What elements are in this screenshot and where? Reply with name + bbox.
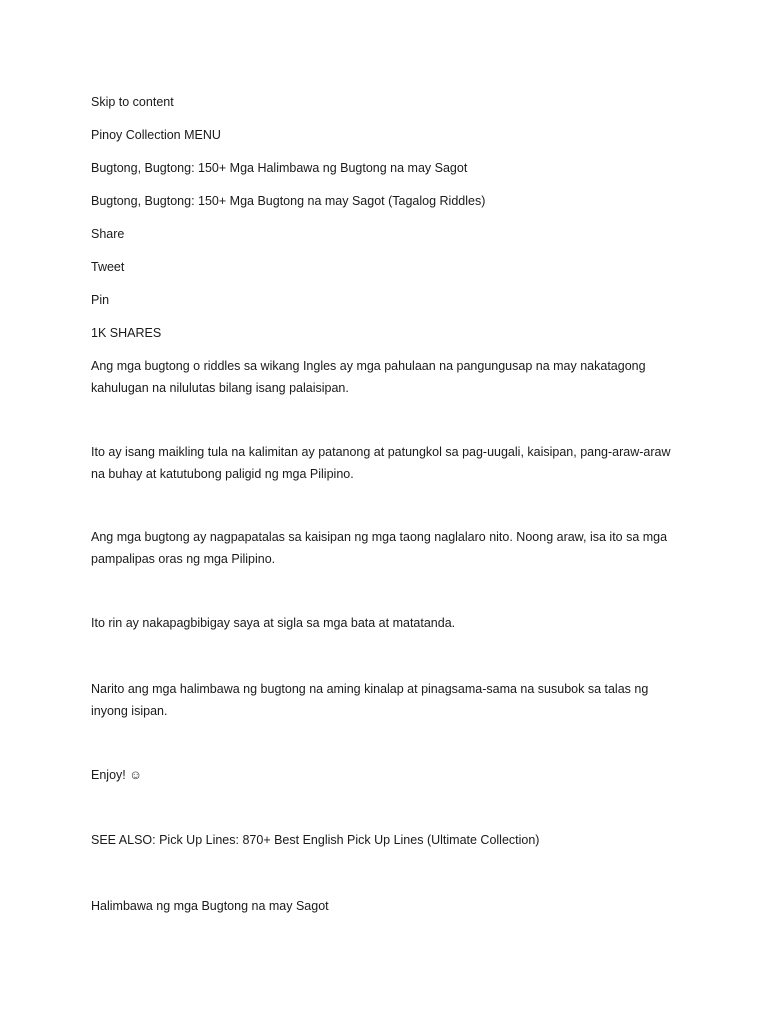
article-paragraph-4: Ito rin ay nakapagbibigay saya at sigla sa mga bata at matatanda.: [91, 616, 456, 630]
breadcrumb-title: Bugtong, Bugtong: 150+ Mga Halimbawa ng Bugtong na may Sagot: [91, 161, 468, 175]
article-title: Bugtong, Bugtong: 150+ Mga Bugtong na may Sagot (Tagalog Riddles): [91, 194, 486, 208]
skip-to-content-link[interactable]: Skip to content: [91, 95, 174, 109]
see-also-link[interactable]: SEE ALSO: Pick Up Lines: 870+ Best English Pick Up Lines (Ultimate Collection): [91, 833, 540, 847]
article-paragraph-6: Enjoy! ☺: [91, 768, 142, 782]
article-paragraph-5: Narito ang mga halimbawa ng bugtong na aming kinalap at pinagsama-sama na susubok sa talas ng inyong isipan.: [91, 682, 649, 718]
article-paragraph-2: Ito ay isang maikling tula na kalimitan ay patanong at patungkol sa pag-uugali, kaisipan, pang-araw-araw na buhay at katutubong paligid ng mga Pilipino.: [91, 445, 671, 481]
share-button[interactable]: Share: [91, 227, 125, 241]
pin-button[interactable]: Pin: [91, 293, 110, 307]
article-paragraph-1: Ang mga bugtong o riddles sa wikang Ingles ay mga pahulaan na pangungusap na may nakatagong kahulugan na nilulutas bilang isang palaisipan.: [91, 359, 646, 395]
article-paragraph-3: Ang mga bugtong ay nagpapatalas sa kaisipan ng mga taong naglalaro nito. Noong araw, isa ito sa mga pampalipas oras ng mga Pilipino.: [91, 530, 668, 566]
site-menu-link[interactable]: Pinoy Collection MENU: [91, 128, 221, 142]
section-heading: Halimbawa ng mga Bugtong na may Sagot: [91, 899, 329, 913]
shares-count: 1K SHARES: [91, 326, 162, 340]
tweet-button[interactable]: Tweet: [91, 260, 125, 274]
